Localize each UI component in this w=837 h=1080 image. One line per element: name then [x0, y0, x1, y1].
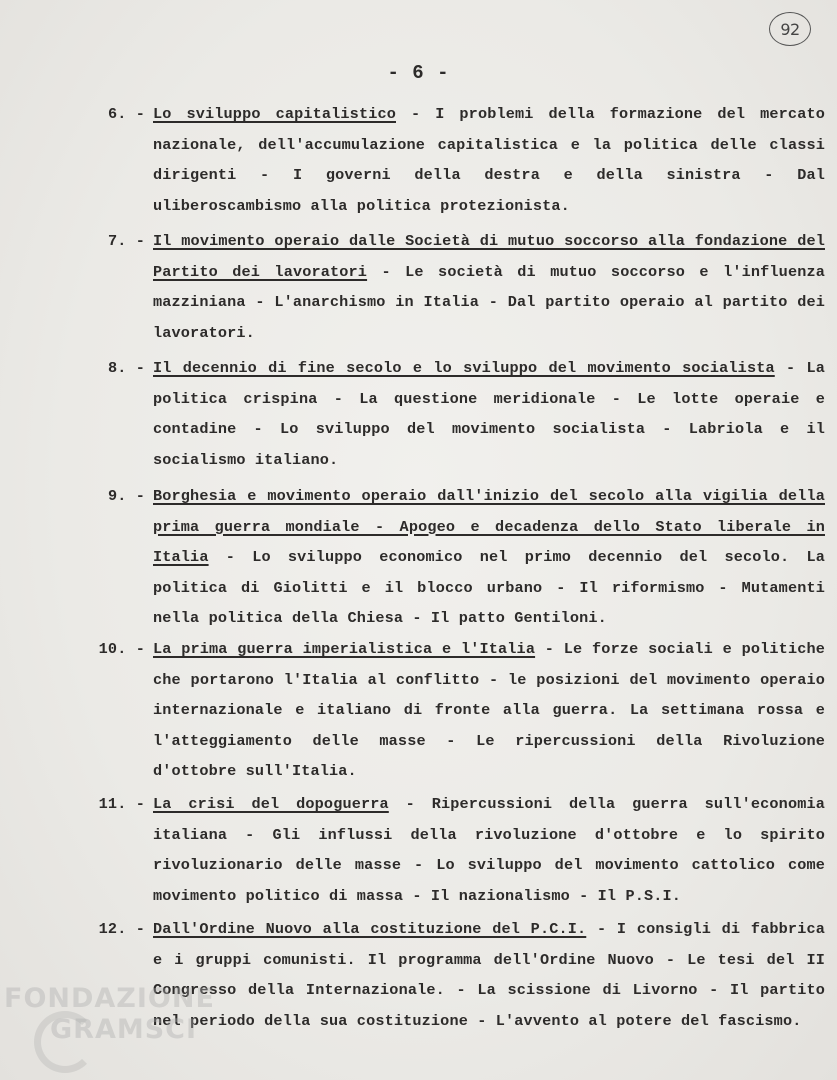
item-text [153, 481, 825, 634]
item-title: Il movimento operaio dalle Società di mutuo soccorso alla fondazione del Partito dei lavoratori [153, 232, 825, 281]
item-body: - La politica crispina - La questione meridionale - Le lotte operaie e contadine - Lo sviluppo del movimento socialista - Labriola e il socialismo italiano. [153, 359, 825, 469]
item-title: Lo sviluppo capitalistico [153, 105, 396, 123]
item-number: 6. - [107, 105, 145, 123]
item-text [153, 914, 825, 1036]
list-item-9 [90, 481, 825, 634]
item-number: 8. - [107, 359, 145, 377]
item-text [153, 789, 825, 911]
item-text [153, 226, 825, 348]
archive-stamp-number: 92 [769, 12, 811, 46]
item-title: Dall'Ordine Nuovo alla costituzione del P.C.I. [153, 920, 587, 938]
item-number: 12. - [98, 920, 145, 938]
item-body: - Le forze sociali e politiche che portarono l'Italia al conflitto - le posizioni del movimento operaio internazionale e italiano di fronte alla guerra. La settimana rossa e l'atteggiamento delle masse - Le ripercussioni della Rivoluzione d'ottobre sull'Italia. [153, 640, 825, 781]
item-body: - Le società di mutuo soccorso e l'influenza mazziniana - L'anarchismo in Italia - Dal partito operaio al partito dei lavoratori. [153, 262, 825, 342]
page-number: - 6 - [387, 62, 450, 84]
item-title: Il decennio di fine secolo e lo sviluppo del movimento socialista [153, 359, 775, 377]
item-number: 11. - [98, 795, 145, 813]
item-text [153, 634, 825, 787]
item-body: - Ripercussioni della guerra sull'economia italiana - Gli influssi della rivoluzione d'ottobre e lo spirito rivoluzionario delle masse - Lo sviluppo del movimento cattolico come movimento politico di massa - Il nazionalismo - Il P.S.I. [153, 795, 825, 905]
list-item-10 [90, 634, 825, 787]
item-body: - Lo sviluppo economico nel primo decennio del secolo. La politica di Giolitti e il blocco urbano - Il riformismo - Mutamenti nella politica della Chiesa - Il patto Gentiloni. [153, 548, 825, 628]
list-item-8 [90, 353, 825, 475]
item-number: 7. - [107, 232, 145, 250]
item-title: La crisi del dopoguerra [153, 795, 389, 813]
list-item-7 [90, 226, 825, 348]
watermark-line-2: GRAMSCI [50, 1014, 198, 1045]
list-item-6 [90, 99, 825, 221]
item-title: La prima guerra imperialistica e l'Italia [153, 640, 536, 658]
list-item-12 [90, 914, 825, 1036]
item-body: - I problemi della formazione del mercato nazionale, dell'accumulazione capitalistica e la politica delle classi dirigenti - I governi della destra e della sinistra - Dal uliberoscambismo alla politica protezionista. [153, 105, 825, 215]
item-text [153, 353, 825, 475]
item-text [153, 99, 825, 221]
watermark-line-1: FONDAZIONE [4, 983, 215, 1014]
gramsci-logo-icon [34, 1011, 96, 1073]
item-body: - I consigli di fabbrica e i gruppi comunisti. Il programma dell'Ordine Nuovo - Le tesi del II Congresso della Internazionale. - La scissione di Livorno - Il partito nel periodo della sua costituzione - L'avvento al potere del fascismo. [153, 920, 825, 1030]
item-number: 10. - [98, 640, 145, 658]
item-title: Borghesia e movimento operaio dall'inizio del secolo alla vigilia della prima guerra mondiale - Apogeo e decadenza dello Stato liberale in Italia [153, 487, 825, 567]
list-item-11 [90, 789, 825, 911]
item-number: 9. - [107, 487, 145, 505]
